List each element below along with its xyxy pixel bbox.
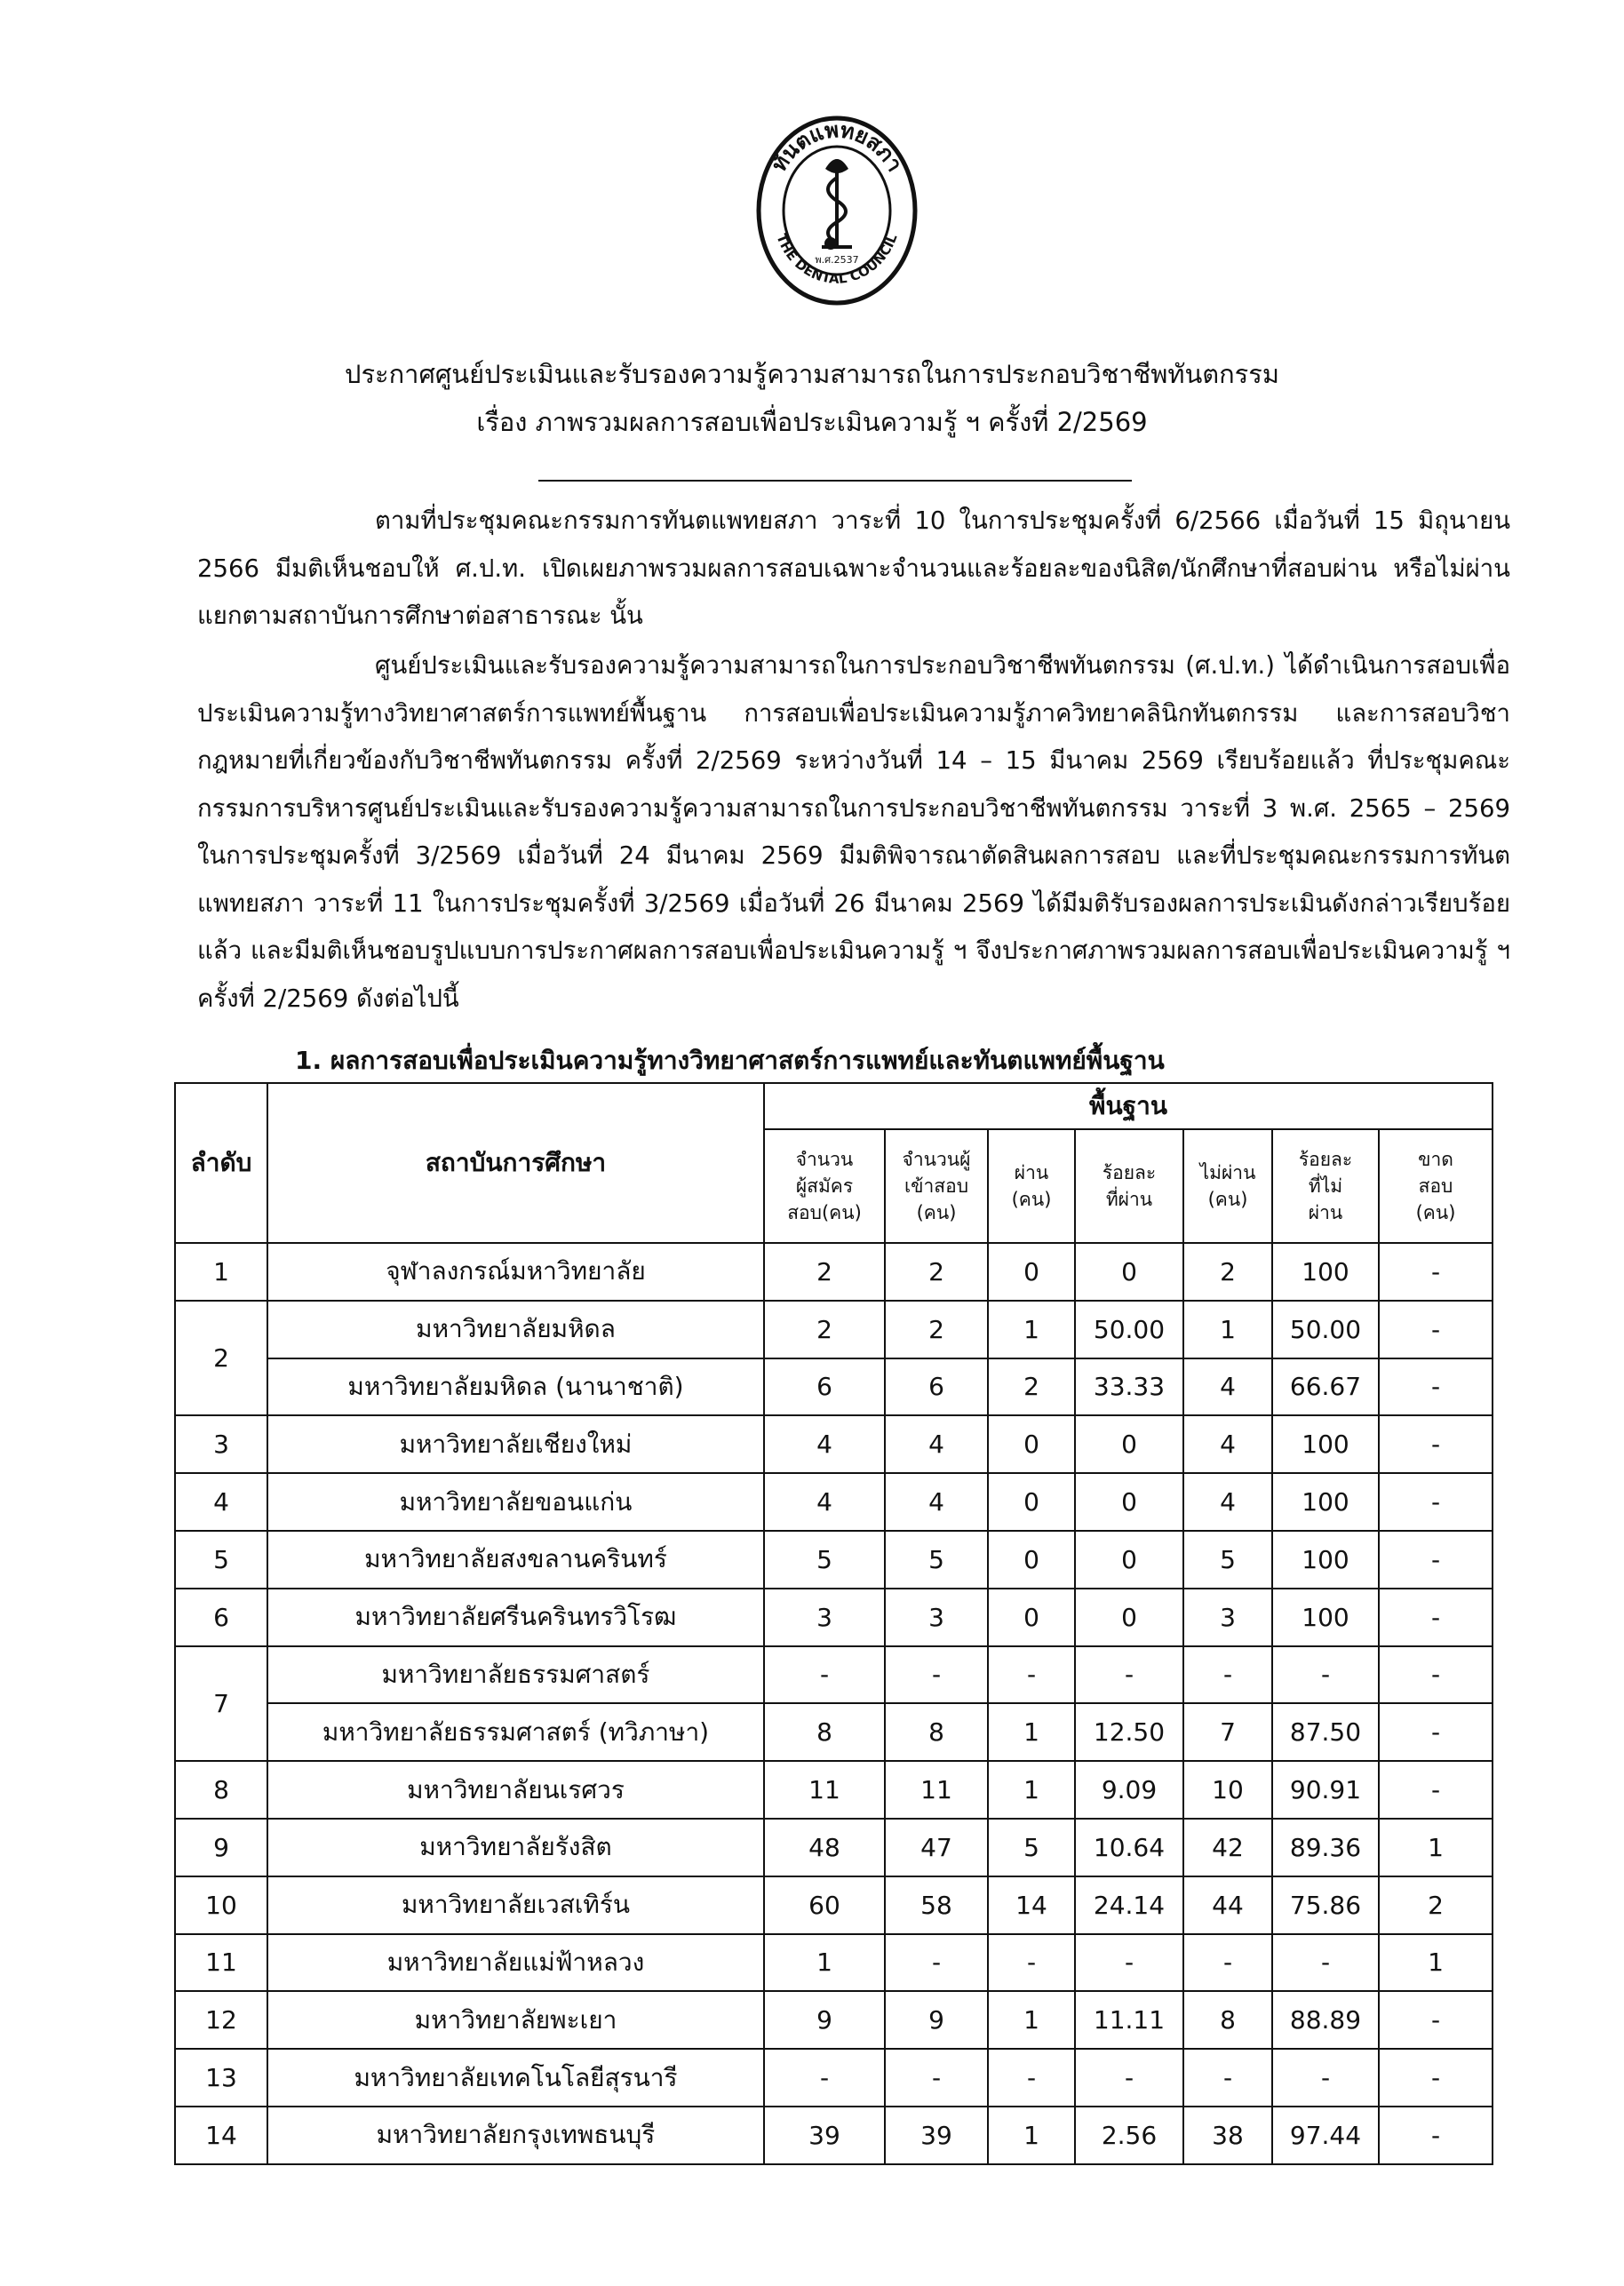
value-cell: 2 [885, 1301, 988, 1358]
value-cell: 3 [885, 1589, 988, 1646]
subheader-1: จำนวนผู้ เข้าสอบ (คน) [885, 1129, 988, 1243]
value-cell: 1 [1183, 1301, 1272, 1358]
value-cell: 8 [1183, 1991, 1272, 2049]
value-cell: 0 [1075, 1531, 1183, 1589]
value-cell: 12.50 [1075, 1703, 1183, 1761]
value-cell: - [988, 1646, 1075, 1704]
row-order: 11 [175, 1934, 267, 1992]
table-row [175, 1934, 1493, 1992]
value-cell: 24.14 [1075, 1876, 1183, 1934]
value-cell: 60 [764, 1876, 885, 1934]
value-cell: 4 [1183, 1473, 1272, 1531]
value-cell: - [885, 1934, 988, 1992]
value-cell: - [764, 1646, 885, 1704]
subheader-5: ร้อยละ ที่ไม่ ผ่าน [1272, 1129, 1379, 1243]
institution-name: มหาวิทยาลัยมหิดล [267, 1301, 764, 1358]
value-cell: 0 [988, 1415, 1075, 1473]
value-cell: 100 [1272, 1589, 1379, 1646]
table-row [175, 1243, 1493, 1301]
value-cell: 4 [764, 1473, 885, 1531]
value-cell: 5 [764, 1531, 885, 1589]
institution-name: มหาวิทยาลัยศรีนครินทรวิโรฒ [267, 1589, 764, 1646]
value-cell: 4 [885, 1473, 988, 1531]
row-order: 7 [175, 1646, 267, 1762]
value-cell: 1 [764, 1934, 885, 1992]
value-cell: 10.64 [1075, 1819, 1183, 1876]
value-cell: 90.91 [1272, 1761, 1379, 1819]
value-cell: 2 [885, 1243, 988, 1301]
value-cell: 2 [764, 1243, 885, 1301]
paragraph-1 [197, 498, 1510, 641]
value-cell: - [1075, 2049, 1183, 2107]
row-order: 6 [175, 1589, 267, 1646]
value-cell: 97.44 [1272, 2107, 1379, 2164]
table-row [175, 2107, 1493, 2164]
logo-year: พ.ศ.2537 [815, 254, 859, 266]
table-row [175, 1358, 1493, 1416]
value-cell: 9 [764, 1991, 885, 2049]
table-row [175, 1761, 1493, 1819]
table-row [175, 2049, 1493, 2107]
institution-name: มหาวิทยาลัยกรุงเทพธนบุรี [267, 2107, 764, 2164]
value-cell: - [764, 2049, 885, 2107]
value-cell: 11 [764, 1761, 885, 1819]
value-cell: 5 [988, 1819, 1075, 1876]
value-cell: 1 [988, 1761, 1075, 1819]
value-cell: - [1379, 2049, 1493, 2107]
value-cell: - [885, 2049, 988, 2107]
value-cell: 66.67 [1272, 1358, 1379, 1416]
value-cell: 9.09 [1075, 1761, 1183, 1819]
table-row [175, 1646, 1493, 1704]
table-row [175, 1531, 1493, 1589]
institution-name: มหาวิทยาลัยเวสเทิร์น [267, 1876, 764, 1934]
value-cell: 89.36 [1272, 1819, 1379, 1876]
value-cell: 50.00 [1272, 1301, 1379, 1358]
value-cell: - [1379, 1589, 1493, 1646]
value-cell: 0 [988, 1589, 1075, 1646]
value-cell: 8 [764, 1703, 885, 1761]
value-cell: 87.50 [1272, 1703, 1379, 1761]
header-institution: สถาบันการศึกษา [267, 1083, 764, 1243]
value-cell: 5 [885, 1531, 988, 1589]
dental-council-seal-icon [754, 114, 919, 307]
value-cell: - [1379, 1301, 1493, 1358]
value-cell: 50.00 [1075, 1301, 1183, 1358]
value-cell: 100 [1272, 1531, 1379, 1589]
row-order: 2 [175, 1301, 267, 1416]
paragraph-2-text: ศูนย์ประเมินและรับรองความรู้ความสามารถในการประกอบวิชาชีพทันตกรรม (ศ.ป.ท.) ได้ดำเนินการสอบเพื่อประเมินความรู้ทางวิทยาศาสตร์การแพทย์พื้นฐาน การสอบเพื่อประเมินความรู้ภาควิทยาคลินิกทันตกรรม และการสอบวิชากฎหมายที่เกี่ยวข้องกับวิชาชีพทันตกรรม ครั้งที่ 2/2569 ระหว่างวันที่ 14 – 15 มีนาคม 2569 เรียบร้อยแล้ว ที่ประชุมคณะกรรมการบริหารศูนย์ประเมินและรับรองความรู้ความสามารถในการประกอบวิชาชีพทันตกรรม วาระที่ 3 พ.ศ. 2565 – 2569 ในการประชุมครั้งที่ 3/2569 เมื่อวันที่ 24 มีนาคม 2569 มีมติพิจารณาตัดสินผลการสอบ และที่ประชุมคณะกรรมการทันตแพทยสภา วาระที่ 11 ในการประชุมครั้งที่ 3/2569 เมื่อวันที่ 26 มีนาคม 2569 ได้มีมติรับรองผลการประเมินดังกล่าวเรียบร้อยแล้ว และมีมติเห็นชอบรูปแบบการประกาศผลการสอบเพื่อประเมินความรู้ ฯ จึงประกาศภาพรวมผลการสอบเพื่อประเมินความรู้ ฯ ครั้งที่ 2/2569 ดังต่อไปนี้ [197, 651, 1510, 1013]
section-title: 1. ผลการสอบเพื่อประเมินความรู้ทางวิทยาศาสตร์การแพทย์และทันตแพทย์พื้นฐาน [295, 1046, 1165, 1075]
value-cell: 6 [885, 1358, 988, 1416]
value-cell: 44 [1183, 1876, 1272, 1934]
value-cell: 10 [1183, 1761, 1272, 1819]
value-cell: - [988, 2049, 1075, 2107]
value-cell: - [1379, 1473, 1493, 1531]
value-cell: - [1183, 1646, 1272, 1704]
table-row [175, 1703, 1493, 1761]
institution-name: จุฬาลงกรณ์มหาวิทยาลัย [267, 1243, 764, 1301]
value-cell: - [1379, 2107, 1493, 2164]
paragraph-2 [197, 642, 1510, 1023]
value-cell: 4 [1183, 1415, 1272, 1473]
value-cell: 7 [1183, 1703, 1272, 1761]
value-cell: 42 [1183, 1819, 1272, 1876]
value-cell: - [1379, 1531, 1493, 1589]
value-cell: - [1272, 1934, 1379, 1992]
institution-name: มหาวิทยาลัยรังสิต [267, 1819, 764, 1876]
institution-name: มหาวิทยาลัยสงขลานครินทร์ [267, 1531, 764, 1589]
value-cell: 14 [988, 1876, 1075, 1934]
value-cell: 4 [1183, 1358, 1272, 1416]
header-group-basic: พื้นฐาน [764, 1083, 1493, 1129]
value-cell: 1 [988, 1301, 1075, 1358]
table-row [175, 1473, 1493, 1531]
results-table [174, 1082, 1493, 2165]
value-cell: 0 [1075, 1589, 1183, 1646]
paragraph-1-text: ตามที่ประชุมคณะกรรมการทันตแพทยสภา วาระที่ 10 ในการประชุมครั้งที่ 6/2566 เมื่อวันที่ 15 มิถุนายน 2566 มีมติเห็นชอบให้ ศ.ป.ท. เปิดเผยภาพรวมผลการสอบเฉพาะจำนวนและร้อยละของนิสิต/นักศึกษาที่สอบผ่าน หรือไม่ผ่าน แยกตามสถาบันการศึกษาต่อสาธารณะ นั้น [197, 506, 1510, 630]
subheader-2: ผ่าน (คน) [988, 1129, 1075, 1243]
subheader-6: ขาด สอบ (คน) [1379, 1129, 1493, 1243]
table-row [175, 1991, 1493, 2049]
value-cell: 58 [885, 1876, 988, 1934]
value-cell: 4 [764, 1415, 885, 1473]
value-cell: 2 [764, 1301, 885, 1358]
value-cell: - [1183, 1934, 1272, 1992]
institution-name: มหาวิทยาลัยเชียงใหม่ [267, 1415, 764, 1473]
institution-name: มหาวิทยาลัยเทคโนโลยีสุรนารี [267, 2049, 764, 2107]
row-order: 5 [175, 1531, 267, 1589]
logo-bottom-text: THE DENTAL COUNCIL [773, 231, 901, 287]
value-cell: 47 [885, 1819, 988, 1876]
value-cell: - [1183, 2049, 1272, 2107]
announcement-title: ประกาศศูนย์ประเมินและรับรองความรู้ความสามารถในการประกอบวิชาชีพทันตกรรม [345, 359, 1279, 389]
value-cell: 3 [1183, 1589, 1272, 1646]
value-cell: 0 [988, 1243, 1075, 1301]
value-cell: - [1379, 1761, 1493, 1819]
value-cell: 4 [885, 1415, 988, 1473]
value-cell: 3 [764, 1589, 885, 1646]
institution-name: มหาวิทยาลัยพะเยา [267, 1991, 764, 2049]
value-cell: 1 [988, 2107, 1075, 2164]
value-cell: - [1379, 1358, 1493, 1416]
value-cell: 100 [1272, 1243, 1379, 1301]
value-cell: 0 [988, 1531, 1075, 1589]
value-cell: 0 [988, 1473, 1075, 1531]
value-cell: 11.11 [1075, 1991, 1183, 2049]
table-row [175, 1301, 1493, 1358]
value-cell: - [1379, 1415, 1493, 1473]
table-row [175, 1415, 1493, 1473]
value-cell: 75.86 [1272, 1876, 1379, 1934]
table-row [175, 1819, 1493, 1876]
row-order: 3 [175, 1415, 267, 1473]
value-cell: 9 [885, 1991, 988, 2049]
value-cell: 2 [988, 1358, 1075, 1416]
value-cell: 39 [885, 2107, 988, 2164]
announcement-subject: เรื่อง ภาพรวมผลการสอบเพื่อประเมินความรู้ ฯ ครั้งที่ 2/2569 [476, 407, 1148, 437]
row-order: 1 [175, 1243, 267, 1301]
value-cell: - [1379, 1243, 1493, 1301]
row-order: 8 [175, 1761, 267, 1819]
title-divider [538, 480, 1132, 482]
value-cell: 0 [1075, 1473, 1183, 1531]
value-cell: - [988, 1934, 1075, 1992]
institution-name: มหาวิทยาลัยธรรมศาสตร์ [267, 1646, 764, 1704]
value-cell: - [885, 1646, 988, 1704]
value-cell: 5 [1183, 1531, 1272, 1589]
institution-name: มหาวิทยาลัยมหิดล (นานาชาติ) [267, 1358, 764, 1416]
value-cell: - [1075, 1934, 1183, 1992]
value-cell: - [1379, 1991, 1493, 2049]
subheader-4: ไม่ผ่าน (คน) [1183, 1129, 1272, 1243]
row-order: 4 [175, 1473, 267, 1531]
logo-top-text: ทันตแพทยสภา [766, 117, 908, 177]
institution-name: มหาวิทยาลัยธรรมศาสตร์ (ทวิภาษา) [267, 1703, 764, 1761]
value-cell: 2 [1183, 1243, 1272, 1301]
value-cell: 6 [764, 1358, 885, 1416]
subheader-3: ร้อยละ ที่ผ่าน [1075, 1129, 1183, 1243]
value-cell: - [1075, 1646, 1183, 1704]
table-body [175, 1243, 1493, 2164]
institution-name: มหาวิทยาลัยขอนแก่น [267, 1473, 764, 1531]
institution-name: มหาวิทยาลัยแม่ฟ้าหลวง [267, 1934, 764, 1992]
value-cell: 48 [764, 1819, 885, 1876]
subheader-0: จำนวน ผู้สมัคร สอบ(คน) [764, 1129, 885, 1243]
row-order: 14 [175, 2107, 267, 2164]
value-cell: 0 [1075, 1415, 1183, 1473]
value-cell: 11 [885, 1761, 988, 1819]
value-cell: 38 [1183, 2107, 1272, 2164]
value-cell: - [1272, 2049, 1379, 2107]
value-cell: 100 [1272, 1415, 1379, 1473]
row-order: 13 [175, 2049, 267, 2107]
value-cell: 1 [1379, 1934, 1493, 1992]
value-cell: 1 [988, 1991, 1075, 2049]
value-cell: 1 [988, 1703, 1075, 1761]
value-cell: 2 [1379, 1876, 1493, 1934]
row-order: 9 [175, 1819, 267, 1876]
value-cell: - [1379, 1646, 1493, 1704]
row-order: 10 [175, 1876, 267, 1934]
header-order: ลำดับ [175, 1083, 267, 1243]
row-order: 12 [175, 1991, 267, 2049]
value-cell: 1 [1379, 1819, 1493, 1876]
table-row [175, 1589, 1493, 1646]
value-cell: - [1272, 1646, 1379, 1704]
value-cell: 0 [1075, 1243, 1183, 1301]
value-cell: 88.89 [1272, 1991, 1379, 2049]
table-row [175, 1876, 1493, 1934]
value-cell: 33.33 [1075, 1358, 1183, 1416]
value-cell: 39 [764, 2107, 885, 2164]
value-cell: 2.56 [1075, 2107, 1183, 2164]
value-cell: 100 [1272, 1473, 1379, 1531]
value-cell: 8 [885, 1703, 988, 1761]
value-cell: - [1379, 1703, 1493, 1761]
institution-name: มหาวิทยาลัยนเรศวร [267, 1761, 764, 1819]
